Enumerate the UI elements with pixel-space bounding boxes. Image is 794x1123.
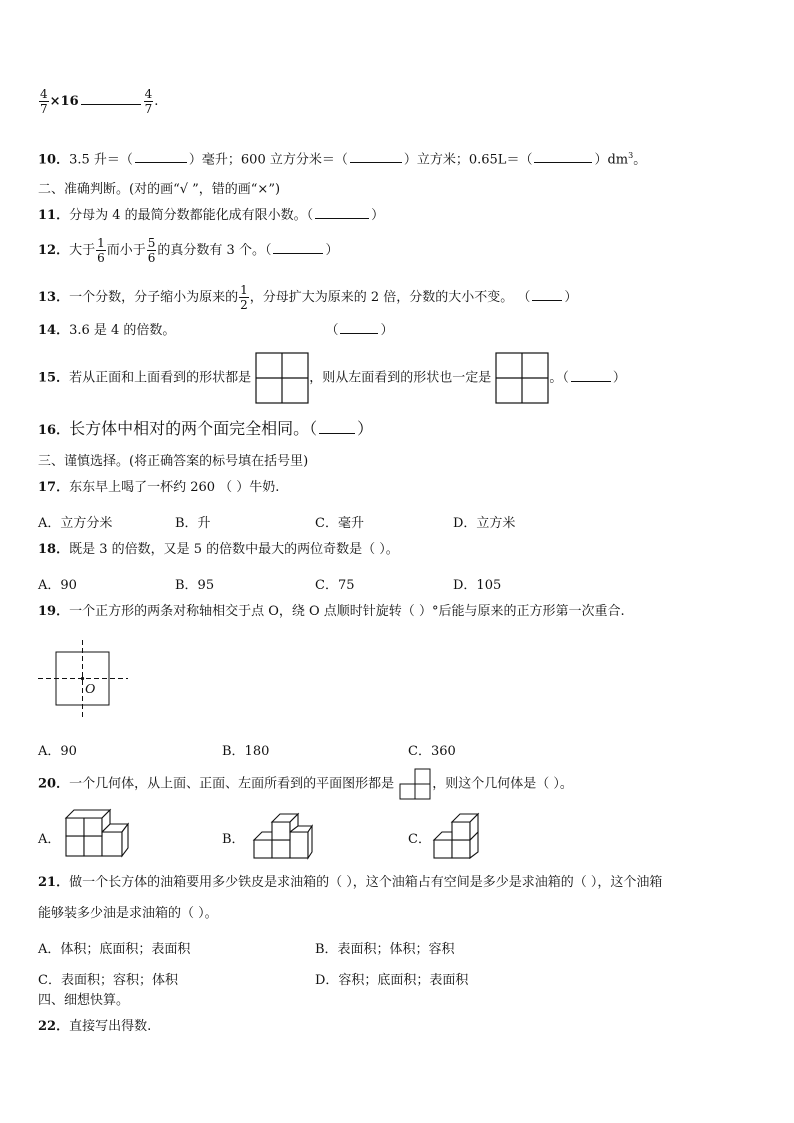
q9-expression: $\frac{4}{7}$ ×16 $\frac{4}{7}$ . bbox=[40, 87, 159, 116]
four-square-grid-icon bbox=[255, 352, 309, 404]
option-a[interactable]: A．体积；底面积；表面积 bbox=[38, 942, 191, 957]
question-10: 10．3.5 升＝（ ）毫升；600 立方分米＝（ ）立方米；0.65L＝（ ）$dm^3$。 bbox=[38, 151, 647, 168]
question-16: 16．长方体中相对的两个面完全相同。（ ） bbox=[38, 419, 374, 438]
option-a[interactable]: A．立方分米 bbox=[38, 516, 113, 531]
question-12: 12．大于 $\frac{1}{6}$ 而小于 $\frac{5}{6}$ 的真分数有 3 个。（ ） bbox=[38, 236, 339, 265]
option-a[interactable]: A．90 bbox=[38, 578, 77, 593]
fraction: $\frac{4}{7}$ bbox=[40, 87, 48, 116]
option-b[interactable]: B．95 bbox=[175, 578, 215, 593]
question-21-line-2: 能够装多少油是求油箱的（ ）。 bbox=[38, 906, 218, 921]
option-b[interactable]: B．180 bbox=[222, 744, 270, 759]
answer-blank[interactable] bbox=[534, 161, 592, 163]
point-o-label: O bbox=[85, 682, 96, 697]
question-21-line-1: 21．做一个长方体的油箱要用多少铁皮是求油箱的（ ），这个油箱占有空间是多少是求油箱的（ ），这个油箱 bbox=[38, 875, 663, 890]
answer-blank[interactable] bbox=[319, 432, 355, 434]
question-19: 19．一个正方形的两条对称轴相交于点 O，绕 O 点顺时针旋转（ ）°后能与原来的正方形第一次重合. bbox=[38, 604, 625, 619]
option-c[interactable]: C．表面积；容积；体积 bbox=[38, 973, 178, 988]
answer-blank[interactable] bbox=[532, 299, 562, 301]
cube-stack-a-icon[interactable] bbox=[64, 808, 130, 860]
answer-blank[interactable] bbox=[315, 217, 369, 219]
fraction: $\frac{5}{6}$ bbox=[147, 236, 156, 265]
option-c[interactable]: C．360 bbox=[408, 744, 456, 759]
section-4-heading: 四、细想快算。 bbox=[38, 993, 130, 1008]
fraction: $\frac{1}{6}$ bbox=[97, 236, 105, 265]
cube-stack-b-icon[interactable] bbox=[252, 810, 314, 862]
fraction: $\frac{1}{2}$ bbox=[240, 283, 248, 312]
option-b[interactable]: B．表面积；体积；容积 bbox=[315, 942, 455, 957]
question-17: 17．东东早上喝了一杯约 260 （ ）牛奶. bbox=[38, 480, 280, 495]
section-3-heading: 三、谨慎选择。(将正确答案的标号填在括号里) bbox=[38, 454, 309, 469]
question-22: 22．直接写出得数. bbox=[38, 1019, 152, 1034]
answer-blank[interactable] bbox=[135, 161, 187, 163]
option-c[interactable]: C．毫升 bbox=[315, 516, 364, 531]
cube-stack-c-icon[interactable] bbox=[432, 808, 482, 862]
option-b[interactable]: B．升 bbox=[175, 516, 211, 531]
answer-blank[interactable] bbox=[571, 380, 611, 382]
option-d[interactable]: D．105 bbox=[453, 578, 502, 593]
option-d[interactable]: D．立方米 bbox=[453, 516, 516, 531]
option-d[interactable]: D．容积；底面积；表面积 bbox=[315, 973, 469, 988]
option-c[interactable]: C． bbox=[408, 832, 431, 847]
section-2-heading: 二、准确判断。(对的画“√ ”，错的画“×”) bbox=[38, 182, 281, 197]
answer-blank[interactable] bbox=[81, 103, 141, 105]
option-b[interactable]: B． bbox=[222, 832, 245, 847]
option-a[interactable]: A．90 bbox=[38, 744, 77, 759]
option-c[interactable]: C．75 bbox=[315, 578, 355, 593]
square-symmetry-axes-figure bbox=[36, 640, 130, 720]
times-sixteen: ×16 bbox=[49, 94, 79, 109]
option-a[interactable]: A． bbox=[38, 832, 61, 847]
answer-blank[interactable] bbox=[273, 252, 323, 254]
question-20: 20．一个几何体，从上面、正面、左面所看到的平面图形都是 ，则这个几何体是（ ）。 bbox=[38, 768, 573, 800]
answer-blank[interactable] bbox=[340, 332, 378, 334]
fraction: $\frac{4}{7}$ bbox=[144, 87, 153, 116]
answer-blank[interactable] bbox=[350, 161, 402, 163]
question-15: 15．若从正面和上面看到的形状都是 ，则从左面看到的形状也一定是 。（ ） bbox=[38, 352, 626, 404]
question-13: 13．一个分数，分子缩小为原来的 $\frac{1}{2}$ ，分母扩大为原来的 2 倍，分数的大小不变。 （ ） bbox=[38, 283, 578, 312]
question-11: 11．分母为 4 的最简分数都能化成有限小数。（ ） bbox=[38, 208, 385, 223]
four-square-grid-icon bbox=[495, 352, 549, 404]
l-shape-view-icon bbox=[398, 768, 432, 800]
question-18: 18．既是 3 的倍数，又是 5 的倍数中最大的两位奇数是（ ）。 bbox=[38, 542, 399, 557]
question-14: 14．3.6 是 4 的倍数。 （ ） bbox=[38, 323, 394, 338]
